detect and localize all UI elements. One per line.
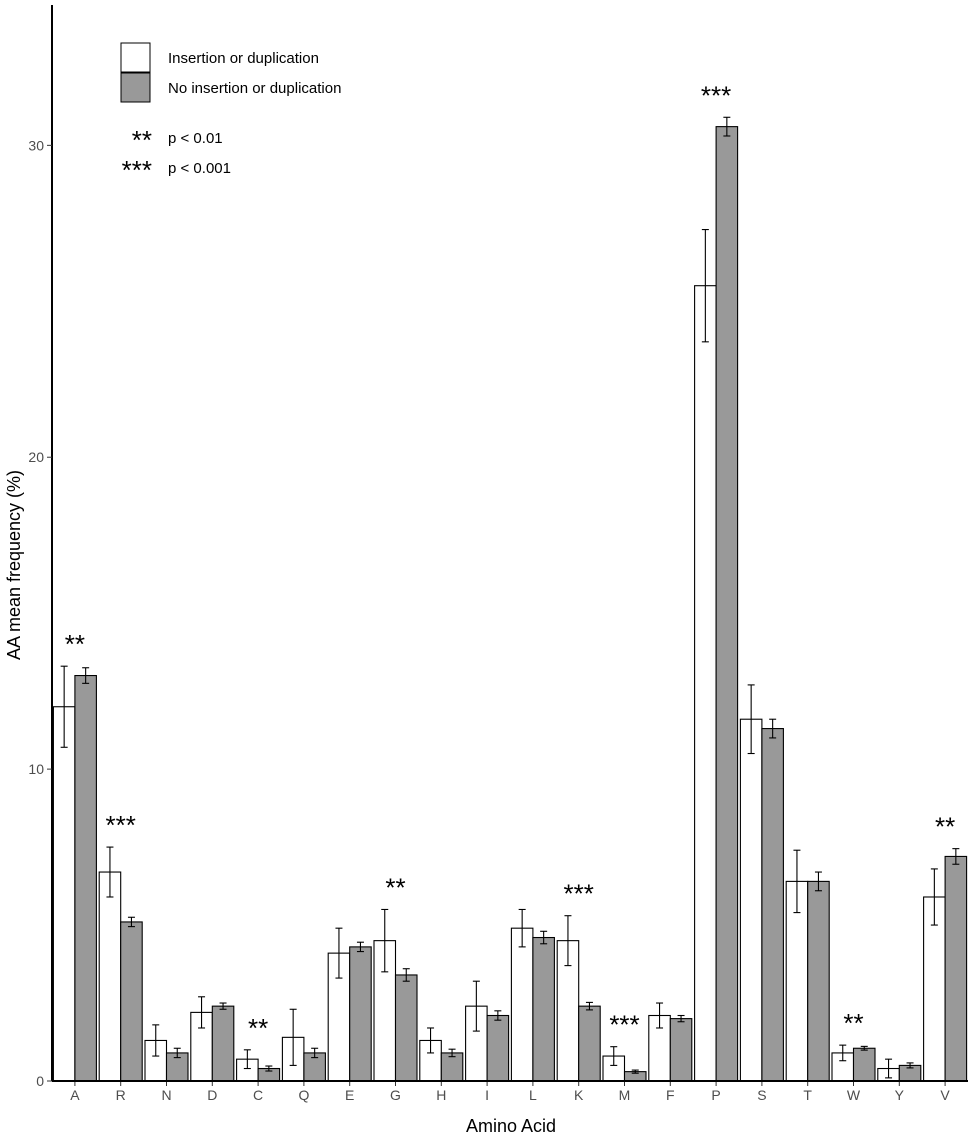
- bar-E-no-insertion: [350, 947, 372, 1081]
- bar-A-insertion: [53, 707, 75, 1081]
- legend-swatch-insertion: [121, 43, 150, 72]
- significance-W: **: [843, 1008, 864, 1039]
- x-tick-label-D: D: [207, 1087, 218, 1103]
- y-tick-label-10: 10: [28, 761, 44, 778]
- legend-label-insertion: Insertion or duplication: [168, 50, 319, 67]
- bar-G-no-insertion: [396, 975, 418, 1081]
- bar-S-no-insertion: [762, 729, 784, 1081]
- y-tick-label-30: 30: [28, 137, 44, 154]
- bar-A-no-insertion: [75, 676, 97, 1081]
- bar-L-no-insertion: [533, 938, 555, 1081]
- significance-C: **: [247, 1012, 269, 1043]
- x-tick-label-V: V: [940, 1087, 950, 1103]
- x-tick-label-A: A: [70, 1087, 80, 1103]
- bar-I-no-insertion: [487, 1016, 509, 1082]
- x-axis-title: Amino Acid: [465, 1116, 557, 1136]
- legend: [121, 43, 341, 185]
- legend-label-no-insertion: No insertion or duplication: [168, 80, 342, 97]
- x-tick-label-I: I: [485, 1087, 490, 1103]
- bars-layer: [53, 117, 966, 1081]
- key-symbol-p001: ***: [121, 155, 152, 185]
- x-tick-label-E: E: [345, 1087, 355, 1103]
- x-tick-label-R: R: [115, 1087, 126, 1103]
- bar-T-no-insertion: [808, 881, 830, 1081]
- x-tick-label-G: G: [390, 1087, 401, 1103]
- bar-F-no-insertion: [670, 1019, 692, 1081]
- x-tick-label-C: C: [253, 1087, 264, 1103]
- x-tick-label-Y: Y: [894, 1087, 904, 1103]
- key-text-p01: p < 0.01: [168, 130, 223, 147]
- significance-R: ***: [105, 810, 136, 841]
- x-tick-label-S: S: [757, 1087, 767, 1103]
- x-tick-label-L: L: [529, 1087, 537, 1103]
- significance-V: **: [934, 811, 956, 842]
- bar-D-no-insertion: [212, 1006, 234, 1081]
- bar-W-no-insertion: [854, 1048, 876, 1081]
- y-tick-label-0: 0: [36, 1073, 44, 1089]
- x-tick-label-H: H: [436, 1087, 447, 1103]
- x-tick-label-N: N: [161, 1087, 172, 1103]
- bar-S-insertion: [740, 719, 762, 1081]
- x-tick-label-T: T: [803, 1087, 812, 1103]
- key-text-p001: p < 0.001: [168, 160, 231, 177]
- bar-P-no-insertion: [716, 127, 738, 1081]
- x-tick-label-M: M: [618, 1087, 631, 1103]
- x-tick-label-W: W: [846, 1087, 861, 1103]
- legend-swatch-no-insertion: [121, 73, 150, 102]
- bar-L-insertion: [511, 928, 533, 1081]
- significance-M: ***: [609, 1009, 640, 1040]
- bar-R-insertion: [99, 872, 121, 1081]
- key-symbol-p01: **: [131, 125, 152, 155]
- x-tick-label-Q: Q: [298, 1087, 310, 1103]
- x-tick-label-P: P: [711, 1087, 721, 1103]
- x-tick-label-K: K: [574, 1087, 584, 1103]
- y-axis-title: AA mean frequency (%): [4, 469, 24, 661]
- bar-V-no-insertion: [945, 856, 967, 1081]
- bar-P-insertion: [695, 286, 717, 1081]
- significance-G: **: [385, 872, 406, 903]
- x-tick-label-F: F: [666, 1087, 675, 1103]
- bar-K-no-insertion: [579, 1006, 601, 1081]
- bar-R-no-insertion: [121, 922, 143, 1081]
- significance-P: ***: [700, 80, 732, 111]
- significance-A: **: [64, 629, 86, 660]
- significance-K: ***: [563, 878, 594, 909]
- y-tick-label-20: 20: [28, 449, 44, 466]
